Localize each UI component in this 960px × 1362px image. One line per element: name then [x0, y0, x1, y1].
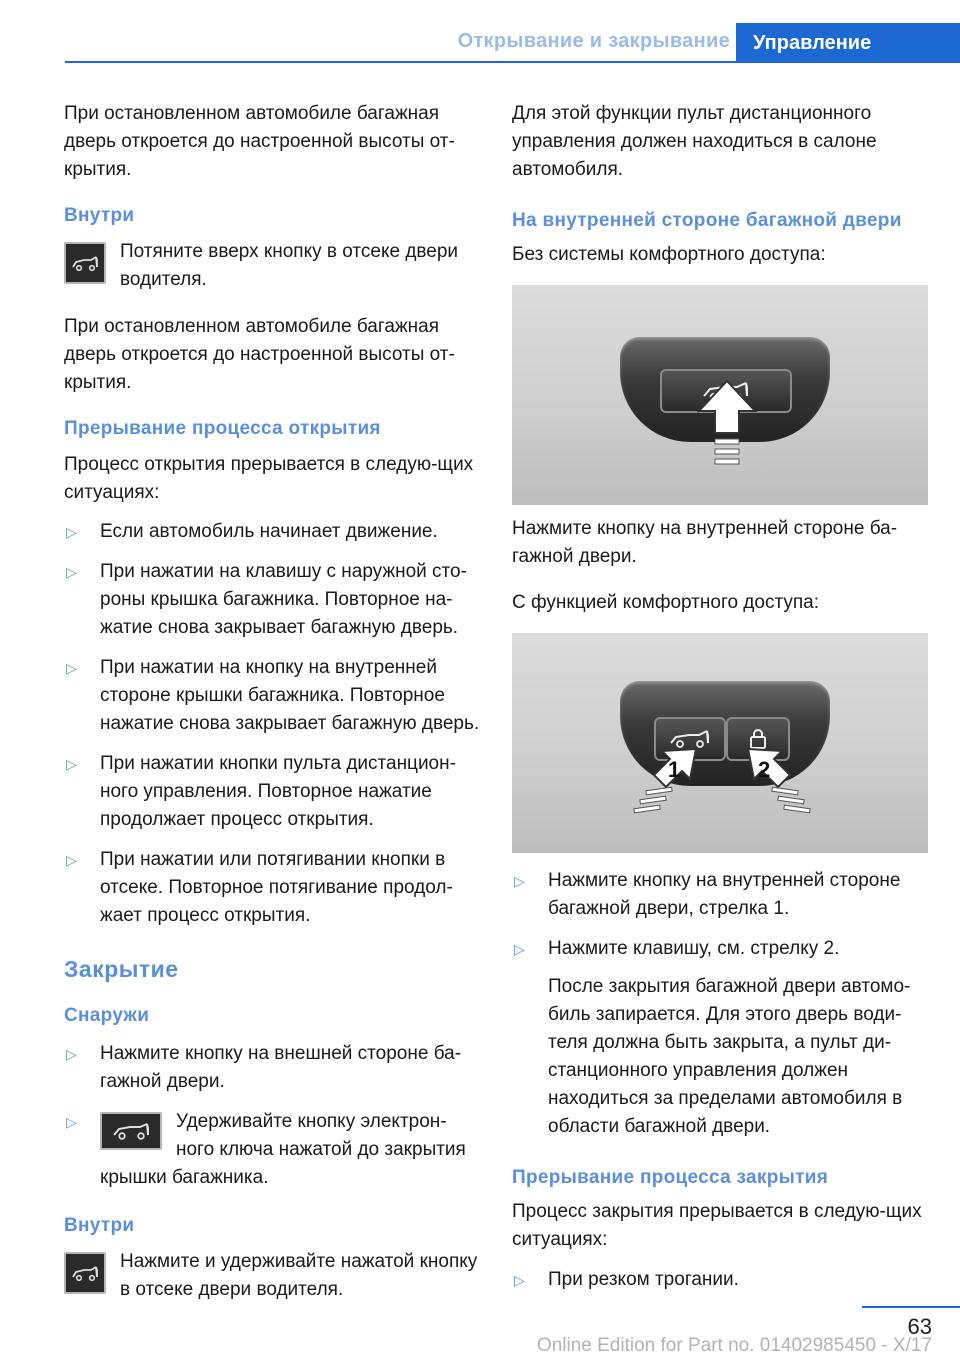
inside-instruction [64, 238, 484, 294]
car-tailgate-icon [64, 1252, 106, 1294]
triangle-right-icon: ▷ [514, 873, 525, 889]
triangle-right-icon: ▷ [66, 564, 77, 580]
list-item: ▷ Нажмите кнопку на внутренней стороне багажной двери, стрелка 1. [512, 867, 932, 923]
interrupt-list [64, 518, 484, 930]
triangle-right-icon: ▷ [514, 1272, 525, 1288]
inside-instruction-text: Потяните вверх кнопку в отсеке двери водителя. [120, 241, 459, 290]
paragraph: Процесс открытия прерывается в следую-щих ситуациях: [64, 454, 474, 503]
arrow-icon [734, 745, 814, 815]
arrow-label: 1 [668, 757, 681, 782]
list-item: ▷ Нажмите клавишу, см. стрелку 2. [512, 935, 932, 963]
right-column [512, 100, 932, 1294]
triangle-right-icon: ▷ [66, 756, 77, 772]
list-item: ▷ При нажатии на клавишу с наружной сто-роны крышка багажника. Повторное на-жатие снова закрывает багажную дверь. [64, 558, 484, 642]
photo-caption: Нажмите кнопку на внутренней стороне ба-гажной двери. [512, 518, 898, 567]
list-item: ▷ При нажатии или потягивании кнопки в отсеке. Повторное потягивание продол-жает процесс открытия. [64, 846, 484, 930]
arrow-label: 2 [758, 757, 771, 782]
paragraph: С функцией комфортного доступа: [512, 592, 820, 613]
page-number: 63 [907, 1314, 932, 1339]
paragraph: При остановленном автомобиле багажная дверь откроется до настроенной высоты от-крытия. [64, 316, 455, 393]
header-rule [65, 61, 960, 63]
subheading-interrupt-close: Прерывание процесса закрытия [512, 1167, 829, 1188]
triangle-right-icon: ▷ [66, 1046, 77, 1062]
paragraph: Без системы комфортного доступа: [512, 244, 826, 265]
subheading-interrupt-open: Прерывание процесса открытия [64, 418, 381, 439]
triangle-right-icon: ▷ [66, 1114, 77, 1130]
arrow-icon [697, 379, 757, 479]
paragraph: Для этой функции пульт дистанционного управления должен находиться в салоне автомобиля. [512, 103, 877, 180]
left-column [64, 100, 484, 1304]
triangle-right-icon: ▷ [66, 524, 77, 540]
list-item: ▷ Нажмите кнопку на внешней стороне ба-гажной двери. [64, 1040, 484, 1096]
edition-note: Online Edition for Part no. 01402985450 - X/17 [536, 1335, 932, 1356]
paragraph: При остановленном автомобиле багажная дверь откроется до настроенной высоты от-крытия. [64, 103, 455, 180]
footer-rule [862, 1306, 960, 1308]
subheading-inside: Внутри [64, 205, 135, 226]
outside-list [64, 1040, 484, 1192]
list-item: ▷ При нажатии кнопки пульта дистанцион-ного управления. Повторное нажатие продолжает процесс открытия. [64, 750, 484, 834]
car-tailgate-icon [100, 1112, 162, 1150]
interrupt-close-list [512, 1266, 932, 1294]
car-tailgate-icon [64, 242, 106, 284]
section-heading-closing: Закрытие [64, 956, 179, 982]
subheading-inside: Внутри [64, 1215, 135, 1236]
header-chapter-tab: Управление [736, 23, 960, 63]
subheading-inner-side: На внутренней стороне багажной двери [512, 210, 902, 231]
list-item: ▷ При нажатии на кнопку на внутренней стороне крышки багажника. Повторное нажатие снова закрывает багажную дверь. [64, 654, 484, 738]
triangle-right-icon: ▷ [66, 852, 77, 868]
tailgate-lock-buttons-photo [512, 633, 928, 853]
triangle-right-icon: ▷ [66, 660, 77, 676]
tailgate-button-photo [512, 285, 928, 505]
step-note: После закрытия багажной двери автомо-биль запирается. Для этого дверь води-теля должна быть закрыта, а пульт ди-станционного управления должен находиться за пределами автомобиля в области багажной двери. [548, 976, 911, 1137]
paragraph: Процесс закрытия прерывается в следую-щих ситуациях: [512, 1201, 922, 1250]
list-item: ▷ Если автомобиль начинает движение. [64, 518, 484, 546]
list-item: ▷ При резком трогании. [512, 1266, 932, 1294]
subheading-outside: Снаружи [64, 1005, 150, 1026]
inside-close-instruction [64, 1248, 484, 1304]
header-section-title: Открывание и закрывание [457, 30, 730, 52]
steps-list [512, 867, 932, 1141]
list-item: ▷ Удерживайте кнопку электрон-ного ключа нажатой до закрытия крышки багажника. [64, 1108, 484, 1192]
inside-close-instruction-text: Нажмите и удерживайте нажатой кнопку в отсеке двери водителя. [120, 1251, 478, 1300]
triangle-right-icon: ▷ [514, 941, 525, 957]
